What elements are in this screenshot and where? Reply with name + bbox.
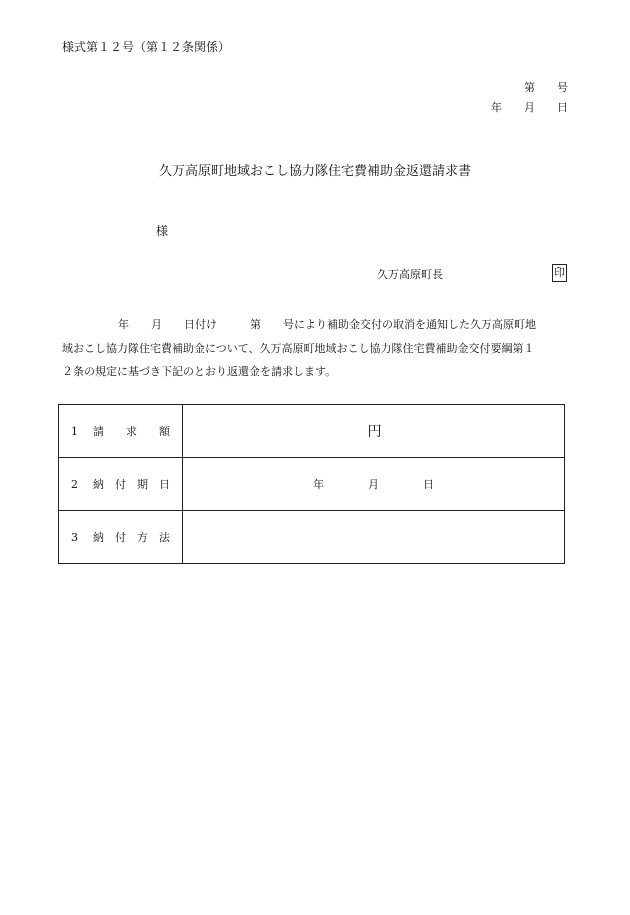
form-number: 様式第１２号（第１２条関係） bbox=[62, 40, 231, 54]
document-number-line: 第 号 bbox=[524, 81, 568, 94]
addressee-suffix: 様 bbox=[156, 224, 169, 238]
table-row-payment-deadline bbox=[59, 458, 565, 511]
body-text-line-3: ２条の規定に基づき下記のとおり返還金を請求します。 bbox=[62, 365, 337, 378]
document-title: 久万高原町地域おこし協力隊住宅費補助金返還請求書 bbox=[158, 164, 471, 179]
row-label-text: 納 付 方 法 bbox=[93, 531, 170, 544]
body-text-line-1: 年 月 日付け 第 号により補助金交付の取消を通知した久万高原町地 bbox=[118, 318, 536, 331]
row-number: 1 bbox=[71, 425, 78, 438]
payment-method-field[interactable] bbox=[183, 511, 565, 564]
document-date-line: 年 月 日 bbox=[491, 101, 568, 114]
row-label-payment-deadline bbox=[59, 458, 183, 511]
yen-unit: 円 bbox=[367, 424, 382, 440]
table-row-claim-amount bbox=[59, 405, 565, 458]
claim-amount-field[interactable] bbox=[183, 405, 565, 458]
row-label-text: 納 付 期 日 bbox=[93, 478, 170, 491]
row-label-payment-method bbox=[59, 511, 183, 564]
issuer-name: 久万高原町長 bbox=[377, 268, 443, 281]
table-row-payment-method bbox=[59, 511, 565, 564]
row-number: 3 bbox=[71, 531, 78, 544]
body-text-line-2: 域おこし協力隊住宅費補助金について、久万高原町地域おこし協力隊住宅費補助金交付要綱第１ bbox=[62, 342, 535, 355]
row-label-claim-amount bbox=[59, 405, 183, 458]
deadline-date-units: 年 月 日 bbox=[313, 478, 434, 491]
seal-mark: 印 bbox=[552, 264, 567, 282]
row-number: 2 bbox=[71, 478, 78, 491]
detail-table bbox=[58, 404, 565, 564]
payment-deadline-field[interactable] bbox=[183, 458, 565, 511]
row-label-text: 請 求 額 bbox=[93, 425, 170, 438]
